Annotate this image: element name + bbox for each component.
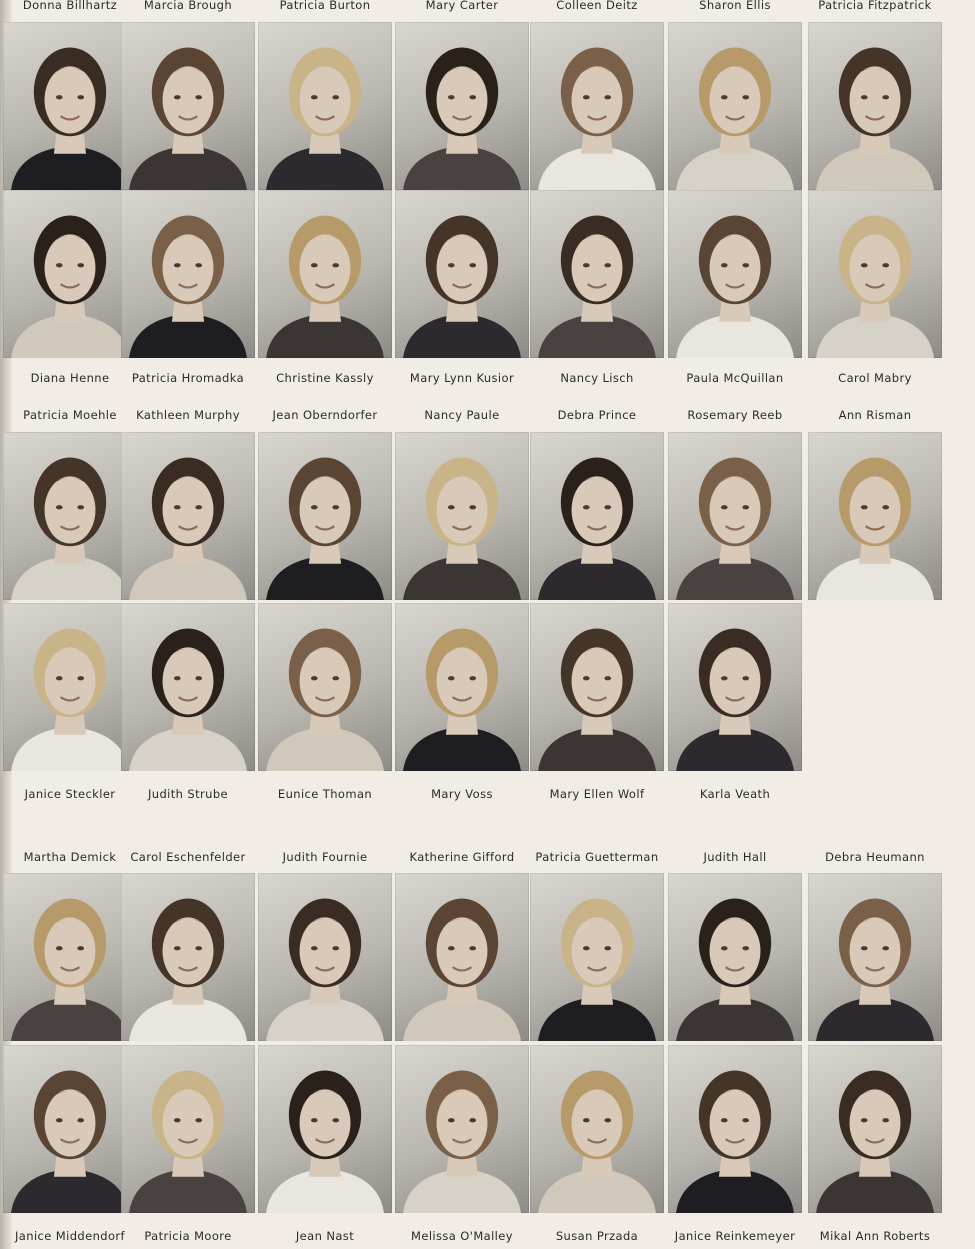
student-name-label: Judith Strube <box>147 787 229 801</box>
student-portrait <box>395 432 529 600</box>
student-portrait <box>3 603 137 771</box>
student-portrait <box>668 873 802 1041</box>
student-portrait <box>395 603 529 771</box>
student-portrait <box>808 190 942 358</box>
student-name-label: Ann Risman <box>838 408 912 422</box>
student-name-label: Eunice Thoman <box>277 787 373 801</box>
student-portrait <box>3 1045 137 1213</box>
student-name-label: Melissa O'Malley <box>411 1229 513 1243</box>
student-portrait <box>121 432 255 600</box>
student-portrait <box>3 432 137 600</box>
student-name-label: Patricia Moehle <box>23 408 117 422</box>
student-name-label: Karla Veath <box>699 787 771 801</box>
student-portrait <box>808 873 942 1041</box>
student-portrait <box>3 190 137 358</box>
student-name-label: Jean Nast <box>295 1229 355 1243</box>
student-portrait <box>808 432 942 600</box>
student-portrait <box>258 873 392 1041</box>
student-portrait <box>121 22 255 190</box>
student-name-label: Colleen Deitz <box>556 0 638 12</box>
student-name-label: Carol Mabry <box>838 371 912 385</box>
student-name-label: Judith Hall <box>703 850 767 864</box>
student-name-label: Kathleen Murphy <box>136 408 240 422</box>
student-portrait <box>395 22 529 190</box>
student-portrait <box>395 1045 529 1213</box>
student-name-label: Janice Steckler <box>24 787 116 801</box>
student-name-label: Debra Heumann <box>825 850 925 864</box>
student-portrait <box>3 22 137 190</box>
student-portrait <box>530 190 664 358</box>
student-name-label: Patricia Fitzpatrick <box>818 0 932 12</box>
student-name-label: Patricia Hromadka <box>131 371 245 385</box>
student-name-label: Diana Henne <box>30 371 110 385</box>
student-name-label: Janice Reinkemeyer <box>674 1229 796 1243</box>
student-portrait <box>395 190 529 358</box>
student-name-label: Martha Demick <box>23 850 117 864</box>
student-name-label: Rosemary Reeb <box>687 408 783 422</box>
student-name-label: Mary Carter <box>425 0 499 12</box>
student-name-label: Mary Lynn Kusior <box>409 371 515 385</box>
student-portrait <box>258 190 392 358</box>
student-portrait <box>530 1045 664 1213</box>
student-name-label: Katherine Gifford <box>409 850 515 864</box>
student-name-label: Nancy Lisch <box>560 371 634 385</box>
student-name-label: Patricia Moore <box>144 1229 232 1243</box>
student-portrait <box>258 1045 392 1213</box>
student-portrait <box>258 22 392 190</box>
student-name-label: Nancy Paule <box>424 408 500 422</box>
student-portrait <box>258 432 392 600</box>
student-name-label: Debra Prince <box>557 408 637 422</box>
student-name-label: Mary Ellen Wolf <box>549 787 645 801</box>
student-name-label: Mary Voss <box>431 787 493 801</box>
student-name-label: Judith Fournie <box>282 850 368 864</box>
student-portrait <box>121 603 255 771</box>
student-name-label: Janice Middendorf <box>15 1229 125 1243</box>
student-name-label: Christine Kassly <box>276 371 374 385</box>
student-name-label: Paula McQuillan <box>686 371 784 385</box>
student-portrait <box>395 873 529 1041</box>
student-portrait <box>530 603 664 771</box>
student-portrait <box>668 190 802 358</box>
student-portrait <box>530 22 664 190</box>
student-portrait <box>668 1045 802 1213</box>
student-name-label: Carol Eschenfelder <box>130 850 246 864</box>
student-name-label: Mikal Ann Roberts <box>819 1229 931 1243</box>
student-name-label: Patricia Burton <box>279 0 371 12</box>
student-portrait <box>530 432 664 600</box>
student-portrait <box>808 22 942 190</box>
student-name-label: Donna Billhartz <box>22 0 118 12</box>
student-portrait <box>258 603 392 771</box>
student-name-label: Patricia Guetterman <box>535 850 659 864</box>
student-name-label: Susan Przada <box>555 1229 639 1243</box>
student-portrait <box>530 873 664 1041</box>
student-portrait <box>3 873 137 1041</box>
student-portrait <box>121 190 255 358</box>
student-portrait <box>121 1045 255 1213</box>
student-name-label: Marcia Brough <box>143 0 233 12</box>
student-portrait <box>121 873 255 1041</box>
student-portrait <box>668 603 802 771</box>
student-name-label: Jean Oberndorfer <box>272 408 378 422</box>
student-portrait <box>668 22 802 190</box>
student-name-label: Sharon Ellis <box>699 0 771 12</box>
student-portrait <box>668 432 802 600</box>
student-portrait <box>808 1045 942 1213</box>
